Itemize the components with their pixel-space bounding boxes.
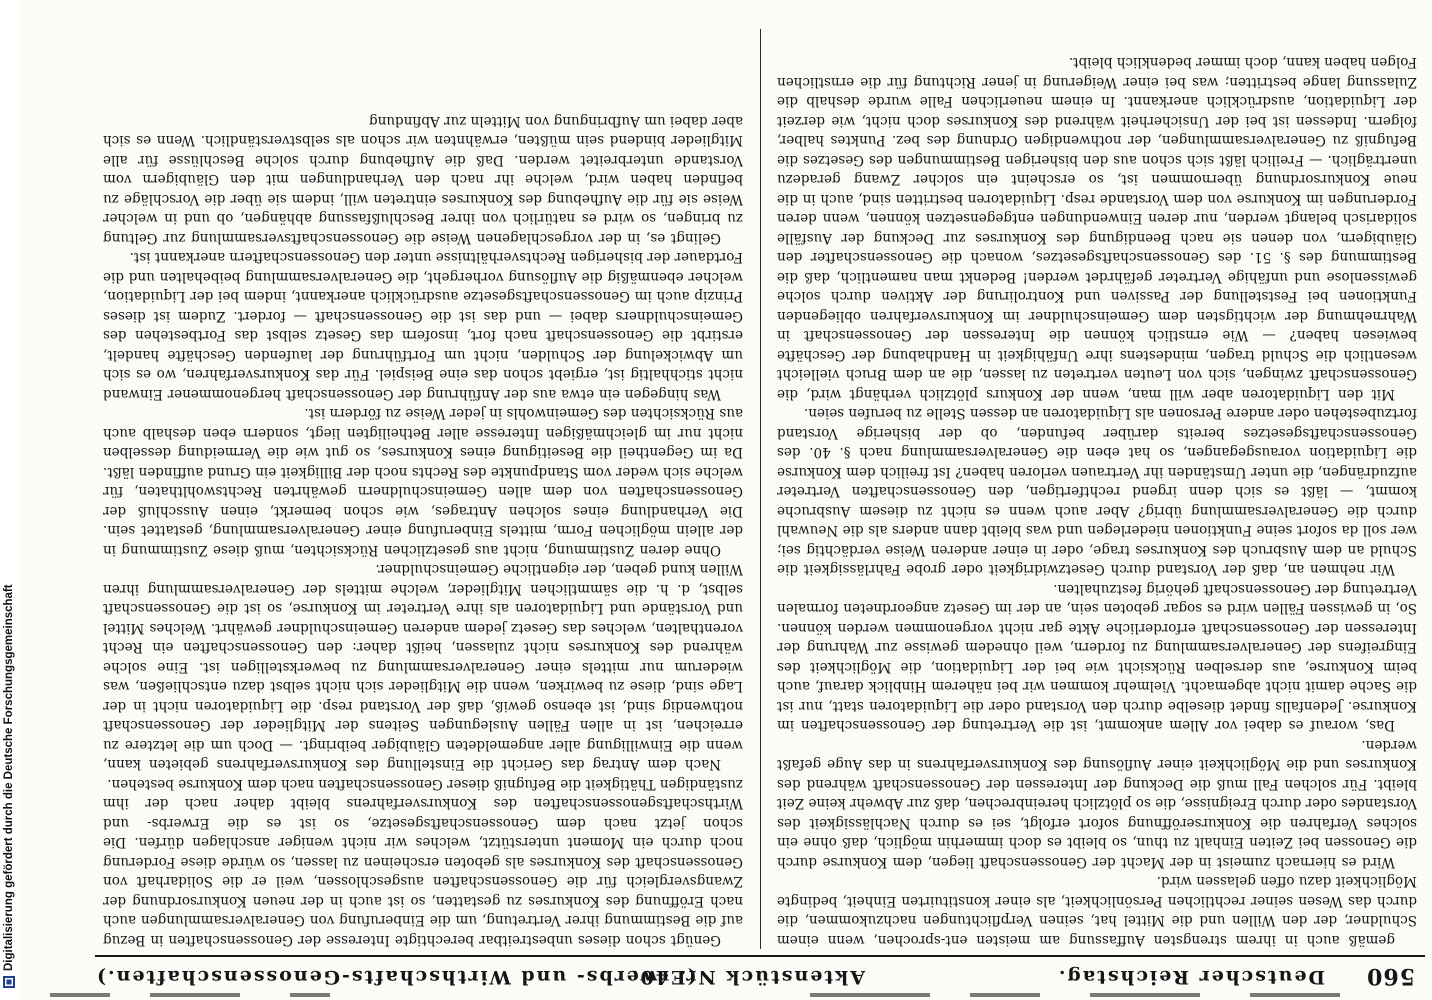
digitization-notice (1, 8, 17, 988)
document-reference: Aktenstück Nr. 40. (629, 966, 865, 988)
digitization-notice-text: Digitalisierung gefördert durch die Deutsche Forschungsgemeinschaft (3, 584, 15, 971)
rotated-print-page (95, 18, 1425, 993)
section-title: (Erwerbs- und Wirthschafts-Genossenschaften.) (95, 966, 697, 988)
paragraph: Mit den Liquidatoren aber will man, wenn der Konkurs plötzlich verhängt wird, die Genossenschaft zwingen, sich von Leuten vertreten zu lassen, die an dem Bruch vielleicht wesentlich die Schuld tragen, mindestens ihre Unfähigkeit in Handhabung der Geschäfte bewiesen haben? — Wie ernstlich können die Interessen der Genossenschaft in Wahrnehmung der wichtigsten dem Gemeinschuldner im Konkursverfahren obliegenden Funktionen bei Feststellung der Passiven und Kontrolirung der Aktiven durch solche gewissenlose und unfähige Vertreter gefährdet werden! Bedenkt man namentlich, daß die Bestimmung des §. 51. des Genossenschaftsgesetzes, wonach die Genossenschafter den Gläubigern, von denen sie nach Beendigung des Konkurses zur Deckung der Ausfälle solidarisch belangt werden, nur deren Einwendungen entgegensetzen können, wenn deren Forderungen im Konkurse von dem Vorstande resp. Liquidatoren bestritten sind, auch in die neue Konkursordnung übernommen ist, so erscheint ein solcher Zwang geradezu unerträglich. — Freilich läßt sich schon aus den bisherigen Bestimmungen des Gesetzes die Befugniß zu Generalversammlungen, der nothwendigen Ordnung des bez. Punktes halber, folgern. Indessen ist bei der Unsicherheit während des Konkurses doch nicht, wie derzeit der Liquidation, ausdrücklich anerkannt. In einem neuerlichen Falle wurde deshalb die Zulassung lange bestritten; was bei einer Weigerung in jener Richtung für die ernstlichen Folgen haben kann, doch immer bedenklich bleibt. (777, 54, 1417, 402)
paragraph: Nach dem Antrag das Gericht die Einstellung des Konkursverfahrens gebieten kann, wenn die Einwilligung aller angemeldeten Gläubiger beibringt. — Doch um die letztere zu erreichen, ist in allen Fällen Auslegungen Seitens der Mitglieder der Genossenschaft nothwendig sind, ist ebenso gewiß, daß der Vorstand resp. die Liquidatoren nicht in der Lage sind, diese zu bewirken, wenn die Mitglieder sich nicht selbst dazu entschließen, was wiederum nur mittels einer Generalversammlung zu bewerkstelligen ist. Eine solche während des Konkurses nicht zulassen, heißt daher: den Genossenschaften ein Recht vorenthalten, welches das Gesetz jedem anderen Gemeinschuldner gewährt. Welches Mittel und Vorstände und Liquidatoren als ihre Vertreter im Konkurse, so ist die Genossenschaft selbst, d. h. die sämmtlichen Mitglieder, welche mittels der Generalversammlung ihren Willen kund geben, der eigentliche Gemeinschuldner. (103, 561, 743, 773)
paragraph: gemäß auch in ihrem strengsten Auffassung am meisten ent-sprochen, wenn einem Schuldner, der den Willen und die Mittel hat, seinen Verpflichtungen nachzukommen, die durch das Wesen seiner rechtlichen Persönlichkeit, als einer konstituirten Einheit, bedingte Möglichkeit dazu offen gelassen wird. (777, 873, 1417, 948)
running-head: Deutscher Reichstag. (1056, 966, 1325, 988)
right-text-column (103, 24, 743, 949)
paragraph: Gelingt es, in der vorgeschlagenen Weise die Genossenschaftsversammlung zur Geltung zu bringen, so wird es natürlich von ihrer Beschlußfassung abhängen, ob und in welcher Weise sie für die Aufhebung des Konkurses eintreten will, indem sie über die Vorschläge zu befinden haben wird, welche ihr nach den Verhandlungen mit den Gläubigern vom Vorstande unterbreitet werden. Daß die Aufhebung durch solche Beschlüsse für alle Mitglieder bindend sein müßten, erwähnten wir schon als selbstverständlich. Wenn es sich aber dabei um Aufbringung von Mitteln zur Abfindung (103, 113, 743, 246)
paragraph: Genügt schon dieses unbestreitbar berechtigte Interesse der Genossenschaften in Bezug auf die Bestimmung ihrer Vertretung, um die Einberufung von Generalversammlungen auch nach Eröffnung des Konkurses zu gestatten, so ist auch in der neuen Konkursordnung der Zwangsvergleich für die Genossenschaften ausgeschlossen, weil er die Solidarhaft von Genossenschaft des Konkurses als geboten erscheinen zu lassen, so würde diese Forderung noch durch ein Moment unterstützt, welches wir nicht weniger anschlagen dürfen. Die schon jetzt nach dem Genossenschaftsgesetze, so ist es die Erwerbs- und Wirthschaftsgenossenschaften des Konkursverfahrens bleibt daher nach der ihm zuständigen Thätigkeit die Befugniß dieser Genossenschaften nach dem Konkurse bestehen. (103, 776, 743, 948)
paragraph: Das, worauf es dabei vor Allem ankommt, ist die Vertretung der Genossenschaften im Konkurse. Jedenfalls findet dieselbe durch den Vorstand oder die Liquidatoren statt, nur ist die Sache damit nicht abgemacht. Vielmehr kommen wir bei näherem Hinblick darauf, auch beim Konkurse, aus derselben Rücksicht wie bei der Liquidation, die Möglichkeit des Eingreifens der Generalversammlung zu fordern, weil ohnedem gewisse zur Wahrung der Interessen der Genossenschaft erforderliche Akte gar nicht vorgenommen werden können. So, in gewissen Fällen wird es sogar geboten sein, an der im Gesetz angeordneten formalen Vertretung der Genossenschaft gehörig festzuhalten. (777, 581, 1417, 734)
left-text-column (777, 24, 1417, 949)
column-divider (760, 29, 761, 949)
page-number: 560 (1366, 963, 1415, 989)
cropped-line-fragment (30, 990, 1420, 1000)
dfg-logo-icon (3, 976, 15, 988)
page-header (95, 955, 1425, 993)
paragraph: Was hingegen ein etwa aus der Anführung der Genossenschaft hergenommener Einwand nicht stichhaltig ist, ergiebt schon das eine Beispiel. Für das Konkursverfahren, wo es sich um Abwickelung der Schulden, nicht um Fortführung der laufenden Geschäfte handelt, erstirbt die Genossenschaft nach fort, insofern das Gesetz selbst das Fortbestehen des Gemeinschuldners dabei — und das ist die Genossenschaft — fordert. Zudem ist dieses Prinzip auch im Genossenschaftsgesetze ausdrücklich anerkannt, indem bei der Liquidation, welcher ebenmäßig die Auflösung vorhergeht, die Generalversammlung beibehalten und die Fortdauer der bisherigen Rechtsverhältnisse unter den Genossenschaftern anerkannt ist. (103, 249, 743, 402)
paragraph: Ohne deren Zustimmung, nicht aus gesetzlichen Rücksichten, muß diese Zustimmung in der allein möglichen Form, mittels Einberufung einer Generalversammlung, gestattet sein. Die Verhandlung eines solchen Antrages, wie schon bemerkt, einen Ausschluß der Genossenschaften von dem allen Gemeinschuldnern gewährten Rechtswohlthaten, für welche sich weder vom Standpunkte des Rechts noch der Billigkeit ein Grund auffinden läßt. Da im Gegentheil die Beseitigung eines Konkurses, so gut wie die Vermeidung desselben nicht nur im gleichmäßigen Interesse aller Betheiligten liegt, sondern eben deshalb auch aus Rücksichten des Gemeinwohls in jeder Weise zu fördern ist. (103, 405, 743, 558)
paragraph: Wird es hiernach zumeist in der Macht der Genossenschaft liegen, dem Konkurse durch die Genossen bei Zeiten Einhalt zu thun, so bleibt es doch immerhin möglich, daß ohne ein solches Verfahren die Konkurseröffnung sofort erfolgt, sei es durch Nachlässigkeit des Vorstandes oder durch Ereignisse, die so plötzlich hereinbrechen, daß zur Abwehr keine Zeit bleibt. Für solchen Fall muß die Deckung der Interessen der Genossenschaft während des Konkurses und die Möglichkeit einer Auflösung des Konkursverfahrens in das Auge gefaßt werden. (777, 737, 1417, 870)
paragraph: Wir nehmen an, daß der Vorstand durch Gesetzwidrigkeit oder grobe Fahrlässigkeit die Schuld an dem Ausbruch des Konkurses trage, oder in einer anderen Weise verdächtig sei; wer soll da sofort seine Funktionen niederlegen und was bleibt dann anders als die Neuwahl durch die Generalversammlung übrig? Aber auch wenn es nicht zu diesem Ausbruche kommt, — läßt es sich denn irgend rechtfertigen, den Genossenschaften Vertreter aufzudrängen, die unter Umständen ihr Vertrauen verloren haben? Ist freilich dem Konkurse die Liquidation vorausgegangen, so hat eben die Generalversammlung nach §. 40. des Genossenschaftsgesetzes bereits darüber befunden, ob der bisherige Vorstand fortzubestehen oder andere Personen als Liquidatoren an dessen Stelle zu berufen seien. (777, 405, 1417, 578)
